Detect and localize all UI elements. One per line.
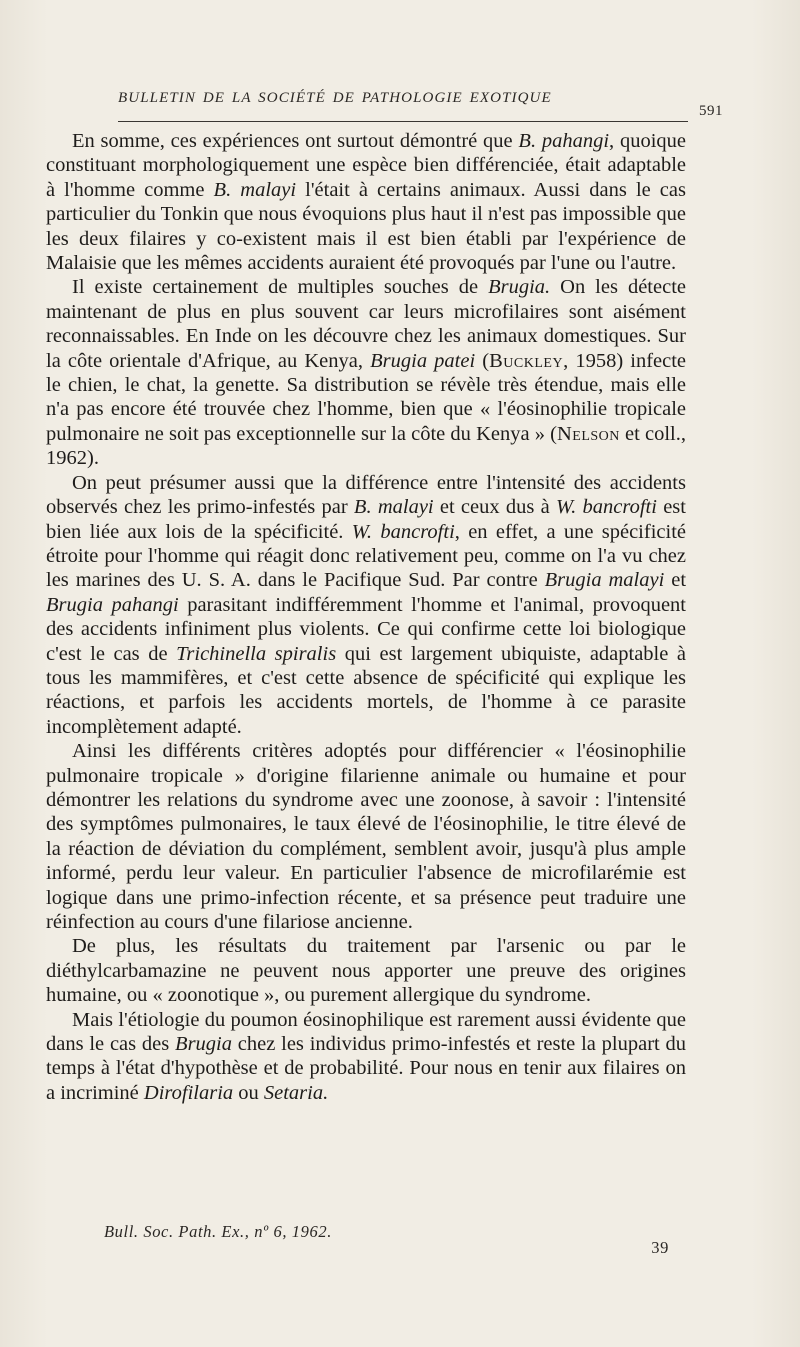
text-run: parasitant indifféremment l'homme et l'animal, provoquent des accidents infiniment plus violents. Ce qui confirme cette loi biologique c'est le cas de: [46, 593, 686, 665]
italic-term: Trichinella spiralis: [176, 642, 337, 665]
text-run: (: [475, 349, 490, 372]
italic-term: W. bancrofti: [555, 496, 657, 519]
italic-term: B. malayi: [353, 496, 434, 519]
italic-term: W. bancrofti: [351, 520, 455, 543]
italic-term: Brugia malayi: [544, 569, 665, 592]
paragraph: [46, 934, 686, 1007]
paragraph: [46, 739, 686, 934]
italic-term: Brugia patei: [370, 349, 476, 372]
text-run: On les détecte maintenant de plus en plus souvent car leurs microfilaires sont aisément reconnaissables. En Inde on les découvre chez les animaux domestiques. Sur la côte orientale d'Afrique, au Kenya,: [46, 276, 686, 372]
text-run: En somme, ces expériences ont surtout démontré que: [72, 130, 519, 152]
italic-term: Brugia.: [488, 276, 551, 299]
text-run: chez les individus primo-infestés et reste la plupart du temps à l'état d'hypothèse et de probabilité. Pour nous en tenir aux filaires on a incriminé: [46, 1033, 687, 1104]
text-run: On peut présumer aussi que la différence entre l'intensité des accidents observés chez les primo-infestés par: [46, 471, 686, 519]
italic-term: Dirofilaria: [143, 1081, 234, 1104]
italic-term: Brugia: [175, 1033, 232, 1056]
page-header: [118, 90, 723, 120]
header-rule: [118, 121, 688, 122]
text-run: et: [664, 569, 687, 592]
text-run: ou: [233, 1081, 264, 1104]
text-run: l'était à certains animaux. Aussi dans le cas particulier du Tonkin que nous évoquions plus haut il n'est pas impossible que les deux filaires y co-existent mais il est bien établi par l'expérience de Malaisie que les mêmes accidents auraient été provoqués par l'une ou l'autre.: [46, 178, 686, 275]
author-name: Buckley: [489, 349, 564, 372]
italic-term: Setaria.: [263, 1081, 329, 1104]
paragraph: [46, 1008, 686, 1106]
page-footer: [104, 1222, 669, 1262]
running-head: BULLETIN DE LA SOCIÉTÉ DE PATHOLOGIE EXOTIQUE: [118, 90, 552, 106]
article-body: [46, 129, 686, 1105]
italic-term: B. pahangi: [518, 130, 610, 152]
text-run: est bien liée aux lois de la spécificité.: [46, 496, 686, 543]
paragraph: [46, 471, 686, 739]
citation-text: Bull. Soc. Path. Ex., nº 6, 1962.: [104, 1222, 332, 1241]
text-run: De plus, les résultats du traitement par l'arsenic ou par le diéthylcarbamazine ne peuvent nous apporter une preuve des origines humaine, ou « zoonotique », ou purement allergique du syndrome.: [46, 935, 686, 1007]
paragraph: [46, 129, 686, 275]
paragraph: [46, 275, 686, 470]
signature-mark: 39: [651, 1238, 669, 1257]
author-name: Nelson: [556, 422, 620, 445]
text-run: , 1958) infecte le chien, le chat, la genette. Sa distribution se révèle très étendue, mais elle n'a pas encore été trouvée chez l'homme, bien que « l'éosinophilie tropicale pulmonaire ne soit pas exceptionnelle sur la côte du Kenya » (: [46, 349, 687, 445]
text-run: , en effet, a une spécificité étroite pour l'homme qui réagit donc relativement peu, comme on l'a vu chez les marines des U. S. A. dans le Pacifique Sud. Par contre: [46, 520, 686, 592]
text-run: , quoique constituant morphologiquement une espèce bien différenciée, était adaptable à l'homme comme: [46, 130, 686, 201]
text-run: Il existe certainement de multiples souches de: [72, 276, 489, 299]
italic-term: B. malayi: [213, 178, 297, 201]
text-run: Ainsi les différents critères adoptés pour différencier « l'éosinophilie pulmonaire tropicale » d'origine filarienne animale ou humaine et pour démontrer les relations du syndrome avec une zoonose, à savoir : l'intensité des symptômes pulmonaires, le taux élevé de l'éosinophilie, le titre élevé de la réaction de déviation du complément, semblent avoir, jusqu'à plus ample informé, perdu leur valeur. En particulier l'absence de microfilarémie est logique dans une primo-infection récente, et sa présence peut traduire une réinfection au cours d'une filariose ancienne.: [46, 740, 686, 933]
text-run: Mais l'étiologie du poumon éosinophilique est rarement aussi évidente que dans le cas des: [46, 1008, 686, 1056]
text-run: qui est largement ubiquiste, adaptable à tous les mammifères, et c'est cette absence de spécificité qui explique les réactions, et parfois les accidents mortels, de l'homme à ce parasite incomplètement adapté.: [46, 642, 687, 738]
page-number: 591: [699, 103, 723, 119]
text-run: et ceux dus à: [433, 496, 556, 519]
journal-citation: [104, 1222, 332, 1242]
italic-term: Brugia pahangi: [46, 593, 179, 616]
text-run: et coll., 1962).: [46, 422, 686, 470]
